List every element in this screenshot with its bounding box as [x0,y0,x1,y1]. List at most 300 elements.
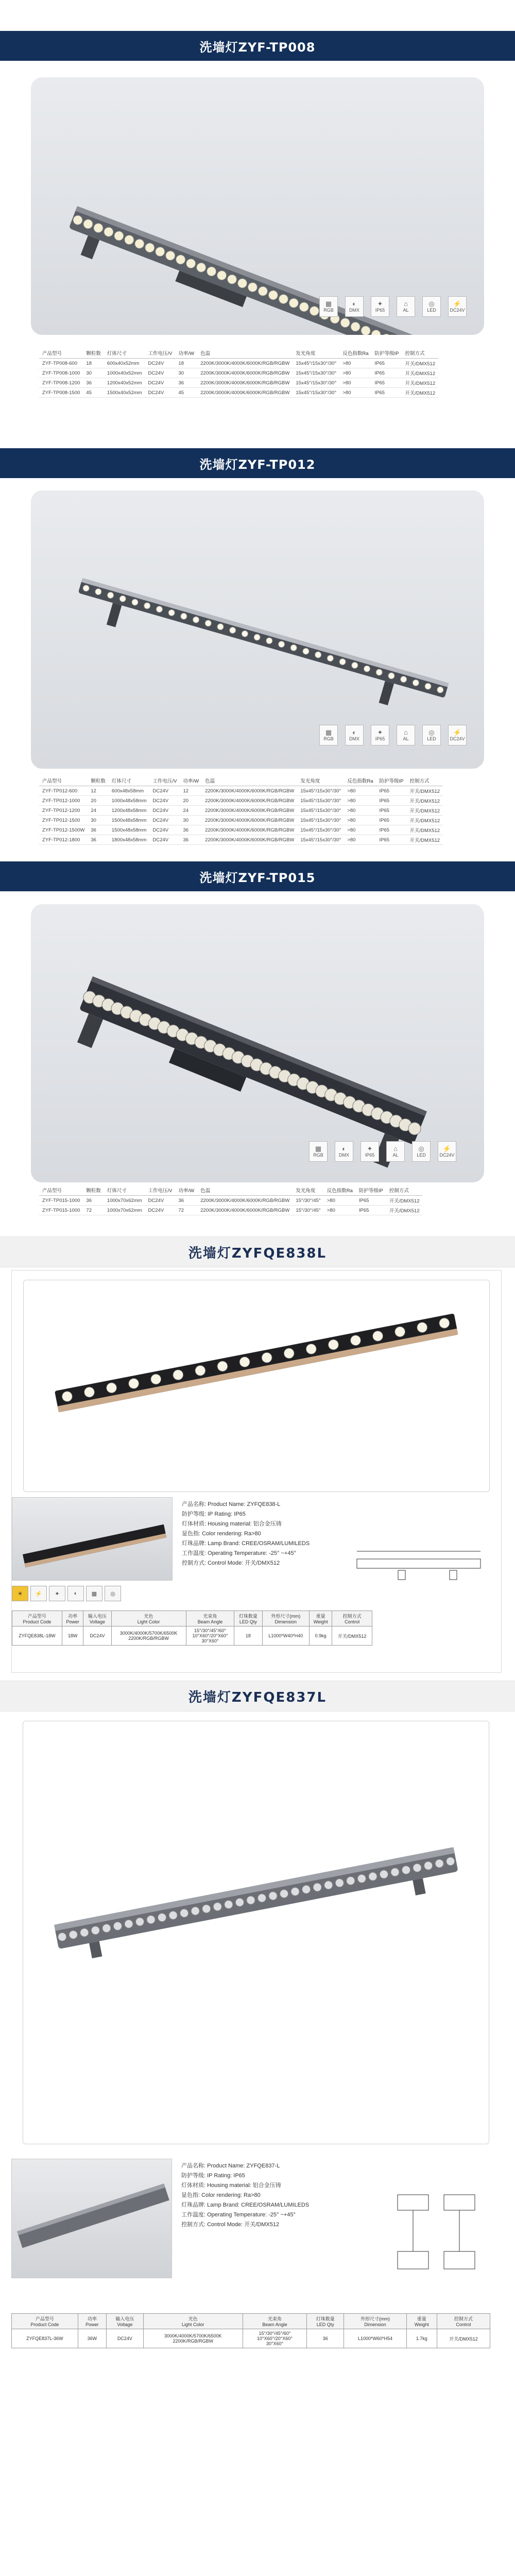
feature-icon [345,725,364,745]
table-cell: 36 [176,378,198,388]
feature-icon [309,1141,328,1162]
table-cell: DC24V [145,359,176,368]
feature-icon-label: AL [403,308,409,313]
table-cell: 开关/DMX512 [386,1206,423,1215]
product-panel-qe837 [11,1716,501,2576]
table-cell: 18W [62,1626,83,1646]
table-cell: DC24V [145,388,176,398]
feature-glyph-icon: ⚡ [453,728,462,736]
table-header-cell: 工作电压/V [145,348,176,359]
description-line: 控制方式: Control Mode: 开关/DMX512 [181,2222,280,2228]
description-line: 产品名称: Product Name: ZYFQE837-L [181,2163,280,2169]
table-cell: 2200K/3000K/4000K/6000K/RGB/RGBW [197,368,293,378]
table-cell: 30 [83,368,104,378]
feature-icons [319,296,467,317]
feature-glyph-icon: ▦ [315,1145,322,1153]
table-cell: 1000x70x62mm [104,1206,145,1215]
table-cell: 1500x48x58mm [109,825,150,835]
feature-icon-label: DC24V [450,308,465,313]
table-header-cell: 灯珠数量 LED Qty [307,2314,344,2329]
table-cell: IP65 [372,359,402,368]
table-cell: ZYF-TP008-1200 [39,378,83,388]
table-header-cell: 工作电压/V [145,1185,176,1196]
table-cell: IP65 [356,1206,386,1215]
table-cell: 30 [176,368,198,378]
table-cell: 15°/30°/45°/60° 10°X60°/20°X60° 30°X60° [243,2329,307,2348]
table-header-cell: 色温 [202,775,297,786]
product-panel-qe838 [11,1270,502,1673]
table-header-cell: 发光角度 [293,1185,323,1196]
table-row [39,786,443,796]
feature-icon [412,1141,431,1162]
table-cell: ZYF-TP012-1500 [39,816,88,825]
table-cell: >80 [344,835,376,845]
feature-icon-label: AL [403,736,409,741]
feature-badge-icon: ✦ [49,1586,65,1601]
table-header-cell: 产品型号 [39,1185,83,1196]
dimension-drawing [347,1538,491,1590]
table-cell: 36 [83,378,104,388]
table-cell: 15x45°/15x30°/30° [293,388,339,398]
feature-icon [319,296,338,317]
feature-icon [371,296,389,317]
feature-badge-icon: ⚡ [30,1586,47,1601]
table-cell: 2200K/3000K/4000K/6000K/RGB/RGBW [197,388,293,398]
table-header-cell: 功率/W [176,348,198,359]
description-line: 防护等级: IP Rating: IP65 [182,1511,246,1517]
table-cell: 2200K/3000K/4000K/6000K/RGB/RGBW [202,786,297,796]
table-cell: DC24V [150,825,180,835]
table-header-cell: 控制方式 Control [332,1611,372,1626]
section-title: 洗墙灯ZYF-TP008 [199,40,316,55]
product-card-tp008 [31,77,484,335]
feature-icon [438,1141,456,1162]
table-cell: ZYF-TP012-600 [39,786,88,796]
table-cell: 1800x48x58mm [109,835,150,845]
table-row [12,2329,490,2348]
feature-icon-label: DMX [349,736,359,741]
table-header-cell: 反色指数Ra [339,348,371,359]
table-cell: >80 [344,786,376,796]
feature-icon [319,725,338,745]
table-cell: 1000x48x58mm [109,796,150,806]
table-cell: 开关/DMX512 [406,806,443,816]
table-header-cell: 光束角 Beam Angle [186,1611,234,1626]
table-cell: ZYF-TP012-1800 [39,835,88,845]
table-header-cell: 色温 [197,348,293,359]
description-line: 工作温度: Operating Temperature: -25° ~+45° [181,2212,296,2218]
feature-badge-icon: ☀ [12,1586,28,1601]
description-line: 灯珠品牌: Lamp Brand: CREE/OSRAM/LUMILEDS [181,2202,310,2208]
table-cell: ZYF-TP012-1000 [39,796,88,806]
table-cell: 2200K/3000K/4000K/6000K/RGB/RGBW [202,816,297,825]
table-cell: 45 [176,388,198,398]
table-cell: >80 [344,806,376,816]
table-row [39,796,443,806]
table-cell: >80 [339,368,371,378]
table-cell: >80 [324,1196,356,1206]
table-cell: 15x45°/15x30°/30° [297,786,344,796]
table-cell: 1200x40x52mm [104,378,145,388]
feature-icon-label: IP65 [365,1153,375,1158]
table-header-cell: 功率/W [180,775,202,786]
feature-badges [12,1586,121,1601]
feature-icon [360,1141,379,1162]
table-cell: 36W [78,2329,106,2348]
description-line: 显色指: Color rendering: Ra>80 [182,1531,261,1537]
table-row [39,1196,422,1206]
spec-table-tp012 [39,775,443,845]
feature-glyph-icon: ⌂ [393,1145,398,1153]
feature-icon-label: DC24V [439,1153,455,1158]
table-cell: 2200K/3000K/4000K/6000K/RGB/RGBW [202,806,297,816]
table-header-cell: 产品型号 [39,348,83,359]
section-title: 洗墙灯ZYF-TP015 [199,870,316,885]
dimension-drawing [382,2190,490,2303]
table-row [39,388,438,398]
feature-glyph-icon: ◎ [428,728,435,736]
table-header-cell: 颗粒数 [88,775,109,786]
description-line: 控制方式: Control Mode: 开关/DMX512 [182,1560,280,1566]
feature-glyph-icon: ⚡ [453,300,462,308]
table-cell: >80 [324,1206,356,1215]
table-row [39,1206,422,1215]
feature-icon [397,296,415,317]
feature-icon-label: LED [417,1153,426,1158]
feature-glyph-icon: ✦ [377,728,383,736]
description-line: 灯珠品牌: Lamp Brand: CREE/OSRAM/LUMILEDS [182,1540,310,1547]
table-cell: 1500x40x52mm [104,388,145,398]
section-title: 洗墙灯ZYFQE838L [188,1245,327,1261]
table-header-cell: 防护等级IP [376,775,406,786]
section-banner-qe838 [0,1236,515,1267]
description-line: 防护等级: IP Rating: IP65 [181,2173,245,2179]
table-cell: >80 [344,816,376,825]
table-header-cell: 反色指数Ra [344,775,376,786]
product-image-tp015 [31,904,484,1182]
spec-table-tp008 [39,348,438,398]
table-cell: >80 [344,825,376,835]
table-cell: 15x45°/15x30°/30° [293,359,339,368]
table-cell: 36 [307,2329,344,2348]
table-cell: 15x45°/15x30°/30° [297,806,344,816]
table-cell: 1000x70x62mm [104,1196,145,1206]
table-cell: 开关/DMX512 [406,796,443,806]
table-cell: IP65 [372,388,402,398]
table-header-cell: 颗粒数 [83,348,104,359]
table-cell: 15x45°/15x30°/30° [293,368,339,378]
table-header-cell: 灯体尺寸 [109,775,150,786]
table-cell: ZYF-TP012-1200 [39,806,88,816]
table-cell: IP65 [372,378,402,388]
table-cell: 20 [88,796,109,806]
section-banner-qe837 [0,1681,515,1711]
table-cell: 36 [88,835,109,845]
feature-glyph-icon: ◐ [342,1145,346,1153]
product-thumb-qe837 [11,2159,172,2278]
feature-icon-label: LED [427,736,436,741]
feature-badge-icon: ◐ [67,1586,84,1601]
table-row [39,806,443,816]
table-cell: 36 [88,825,109,835]
table-row [39,816,443,825]
feature-icons [309,1141,456,1162]
feature-icon-label: DMX [339,1153,349,1158]
feature-glyph-icon: ⌂ [404,728,408,736]
product-photo-qe838 [23,1280,490,1492]
table-header-cell: 发光角度 [297,775,344,786]
spec-table-qe837 [11,2313,490,2348]
feature-icon [397,725,415,745]
table-cell: 12 [88,786,109,796]
feature-icon [448,296,467,317]
table-cell: DC24V [145,1206,176,1215]
spec-table-qe838 [12,1611,372,1646]
product-card-tp015 [31,904,484,1182]
table-header-cell: 控制方式 [402,348,439,359]
feature-glyph-icon: ◐ [352,300,356,308]
section-title: 洗墙灯ZYF-TP012 [199,457,316,472]
table-cell: ZYFQE838L-18W [12,1626,62,1646]
table-cell: 36 [83,1196,104,1206]
product-photo-qe837 [23,1721,489,2144]
feature-glyph-icon: ✦ [377,300,383,308]
table-header-cell: 功率 Power [78,2314,106,2329]
table-cell: 24 [180,806,202,816]
table-cell: 15°/30°/45°/60° 10°X60°/20°X60° 30°X60° [186,1626,234,1646]
table-cell: ZYF-TP008-600 [39,359,83,368]
table-cell: 2200K/3000K/4000K/6000K/RGB/RGBW [202,796,297,806]
table-cell: >80 [339,359,371,368]
table-cell: 2200K/3000K/4000K/6000K/RGB/RGBW [197,1206,293,1215]
table-cell: IP65 [376,796,406,806]
description-line: 灯体材质: Housing material: 铝合金压铸 [181,2182,281,2189]
table-header-cell: 灯体尺寸 [104,348,145,359]
table-cell: ZYF-TP015-1000 [39,1196,83,1206]
table-row [39,378,438,388]
product-description [181,2161,309,2230]
table-cell: 1.7kg [406,2329,437,2348]
feature-icon-label: IP65 [375,736,385,741]
table-cell: 36 [180,825,202,835]
table-cell: DC24V [145,368,176,378]
table-cell: 开关/DMX512 [402,359,439,368]
table-cell: 15°/30°/45° [293,1206,323,1215]
feature-glyph-icon: ◎ [418,1145,424,1153]
table-row [39,825,443,835]
feature-icon [448,725,467,745]
table-cell: IP65 [376,835,406,845]
description-line: 产品名称: Product Name: ZYFQE838-L [182,1501,281,1507]
table-cell: 18 [176,359,198,368]
feature-icon-label: LED [427,308,436,313]
table-cell: L1000*W40*H40 [262,1626,309,1646]
feature-icon [335,1141,353,1162]
table-cell: 开关/DMX512 [402,388,439,398]
table-header-cell: 输入电压 Voltage [106,2314,143,2329]
table-cell: 15x45°/15x30°/30° [297,825,344,835]
table-cell: DC24V [150,806,180,816]
table-cell: 2200K/3000K/4000K/6000K/RGB/RGBW [202,825,297,835]
feature-icon-label: DMX [349,308,359,313]
feature-glyph-icon: ⚡ [442,1145,452,1153]
feature-icon-label: IP65 [375,308,385,313]
description-line: 工作温度: Operating Temperature: -25° ~+45° [182,1550,296,1556]
table-cell: 600x40x52mm [104,359,145,368]
feature-icon-label: RGB [323,736,334,741]
table-cell: IP65 [376,786,406,796]
table-header-cell: 输入电压 Voltage [83,1611,111,1626]
table-cell: 3000K/4000K/5700K/6500K 2200K/RGB/RGBW [143,2329,243,2348]
table-row [39,368,438,378]
table-cell: 15°/30°/45° [293,1196,323,1206]
table-cell: 72 [176,1206,198,1215]
table-header-cell: 外形尺寸(mm) Dimension [262,1611,309,1626]
product-thumb-qe838 [12,1497,173,1581]
table-cell: 72 [83,1206,104,1215]
feature-badge-icon: ▦ [86,1586,102,1601]
table-cell: 开关/DMX512 [402,378,439,388]
table-header-cell: 防护等级IP [372,348,402,359]
section-title: 洗墙灯ZYFQE837L [188,1689,327,1705]
table-cell: IP65 [376,825,406,835]
feature-icon [422,296,441,317]
feature-icon-label: AL [392,1153,399,1158]
table-cell: 18 [234,1626,262,1646]
table-cell: 15x45°/15x30°/30° [297,835,344,845]
table-cell: 开关/DMX512 [437,2329,490,2348]
description-line: 显色指: Color rendering: Ra>80 [181,2192,261,2198]
spec-table-tp015 [39,1185,422,1215]
table-cell: 24 [88,806,109,816]
table-cell: 开关/DMX512 [332,1626,372,1646]
table-cell: 开关/DMX512 [406,825,443,835]
table-header-cell: 灯珠数量 LED Qty [234,1611,262,1626]
table-cell: 开关/DMX512 [406,835,443,845]
table-header-cell: 反色指数Ra [324,1185,356,1196]
table-row [39,359,438,368]
feature-icon [386,1141,405,1162]
table-header-cell: 发光角度 [293,348,339,359]
table-cell: 2200K/3000K/4000K/6000K/RGB/RGBW [197,1196,293,1206]
table-header-cell: 工作电压/V [150,775,180,786]
table-cell: ZYF-TP012-1500W [39,825,88,835]
table-cell: L1000*W60*H54 [344,2329,407,2348]
table-cell: 开关/DMX512 [406,786,443,796]
table-cell: 3000K/4000K/5700K/6500K 2200K/RGB/RGBW [111,1626,186,1646]
table-cell: 600x48x58mm [109,786,150,796]
product-card-tp012 [31,490,484,769]
table-header-cell: 重量 Weight [406,2314,437,2329]
table-header-cell: 光束角 Beam Angle [243,2314,307,2329]
feature-icon [345,296,364,317]
table-cell: >80 [339,378,371,388]
table-cell: 12 [180,786,202,796]
table-cell: 1500x48x58mm [109,816,150,825]
table-cell: 1200x48x58mm [109,806,150,816]
table-cell: 15x45°/15x30°/30° [297,796,344,806]
table-cell: 30 [88,816,109,825]
table-header-cell: 功率/W [176,1185,198,1196]
table-row [12,1626,372,1646]
section-banner-tp008 [0,31,515,61]
table-header-cell: 产品型号 Product Code [12,1611,62,1626]
feature-glyph-icon: ⌂ [404,300,408,308]
table-header-cell: 产品型号 [39,775,88,786]
feature-icon [371,725,389,745]
table-cell: 15x45°/15x30°/30° [293,378,339,388]
table-cell: 2200K/3000K/4000K/6000K/RGB/RGBW [197,378,293,388]
feature-icons [319,725,467,745]
table-header-cell: 功率 Power [62,1611,83,1626]
table-header-cell: 控制方式 [406,775,443,786]
table-cell: ZYF-TP015-1000 [39,1206,83,1215]
table-cell: 开关/DMX512 [386,1196,423,1206]
table-cell: 开关/DMX512 [406,816,443,825]
table-cell: 30 [180,816,202,825]
feature-badge-icon: ◎ [105,1586,121,1601]
feature-icon-label: RGB [323,308,334,313]
section-banner-tp015 [0,861,515,891]
table-cell: DC24V [150,835,180,845]
feature-glyph-icon: ▦ [325,300,332,308]
table-cell: 15x45°/15x30°/30° [297,816,344,825]
table-cell: DC24V [150,786,180,796]
table-header-cell: 外形尺寸(mm) Dimension [344,2314,407,2329]
table-cell: 2200K/3000K/4000K/6000K/RGB/RGBW [197,359,293,368]
feature-glyph-icon: ◎ [428,300,435,308]
table-cell: IP65 [372,368,402,378]
table-row [39,835,443,845]
table-cell: >80 [339,388,371,398]
section-banner-tp012 [0,448,515,478]
table-cell: IP65 [376,816,406,825]
description-line: 灯体材质: Housing material: 铝合金压铸 [182,1521,282,1527]
feature-icon-label: RGB [313,1153,323,1158]
feature-glyph-icon: ▦ [325,728,332,736]
table-cell: 36 [180,835,202,845]
feature-glyph-icon: ◐ [352,728,356,736]
table-header-cell: 灯体尺寸 [104,1185,145,1196]
table-cell: 开关/DMX512 [402,368,439,378]
table-header-cell: 光色 Light Color [111,1611,186,1626]
table-cell: DC24V [150,816,180,825]
table-cell: IP65 [376,806,406,816]
table-header-cell: 控制方式 [386,1185,423,1196]
feature-glyph-icon: ✦ [367,1145,373,1153]
table-cell: DC24V [106,2329,143,2348]
table-header-cell: 颗粒数 [83,1185,104,1196]
table-header-cell: 控制方式 Control [437,2314,490,2329]
table-header-cell: 重量 Weight [309,1611,332,1626]
table-cell: IP65 [356,1196,386,1206]
table-cell: ZYFQE837L-36W [12,2329,78,2348]
table-cell: DC24V [145,1196,176,1206]
table-header-cell: 色温 [197,1185,293,1196]
table-cell: 0.9kg [309,1626,332,1646]
table-cell: DC24V [145,378,176,388]
table-cell: 2200K/3000K/4000K/6000K/RGB/RGBW [202,835,297,845]
table-cell: DC24V [83,1626,111,1646]
table-cell: ZYF-TP008-1500 [39,388,83,398]
table-cell: ZYF-TP008-1000 [39,368,83,378]
table-cell: 45 [83,388,104,398]
table-cell: 18 [83,359,104,368]
table-cell: DC24V [150,796,180,806]
table-header-cell: 防护等级IP [356,1185,386,1196]
table-cell: 1000x40x52mm [104,368,145,378]
table-header-cell: 光色 Light Color [143,2314,243,2329]
